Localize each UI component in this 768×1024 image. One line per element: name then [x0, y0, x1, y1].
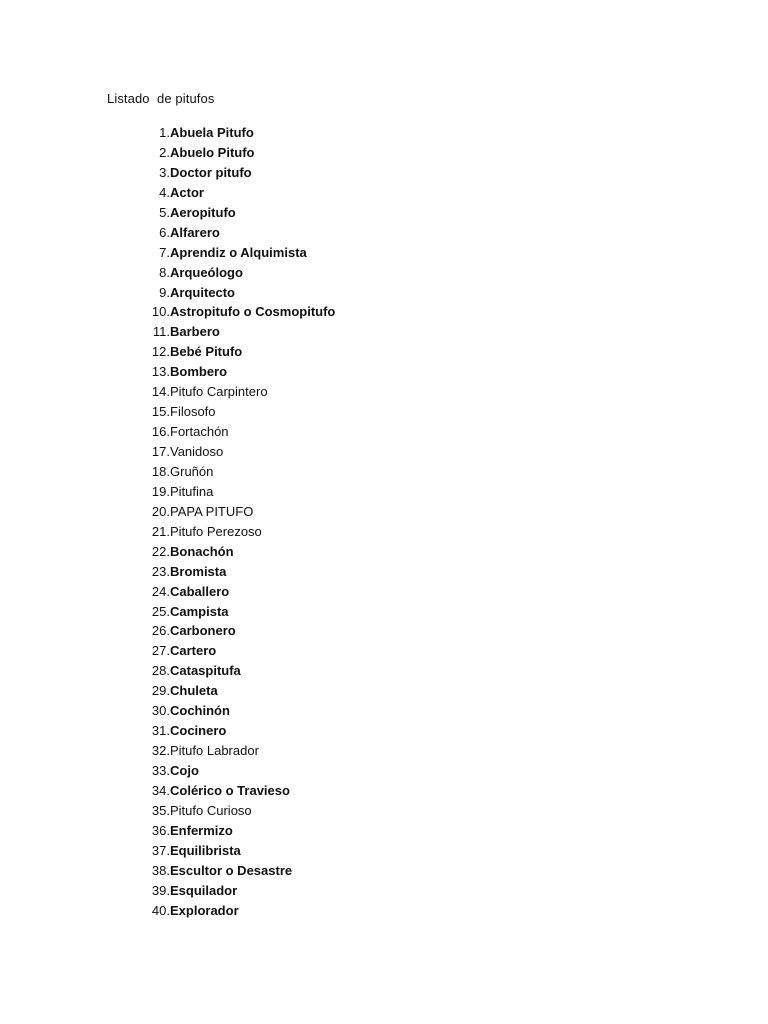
list-item-number: 8.: [159, 264, 170, 280]
list-item-name: Cartero: [170, 643, 217, 659]
list-item-name: Cochinón: [170, 703, 230, 719]
list-item-name: Filosofo: [170, 404, 216, 420]
list-item-number: 26.: [151, 623, 170, 639]
list-item-number: 33.: [151, 763, 170, 778]
list-item: [140, 482, 335, 502]
list-item-name: Bromista: [170, 563, 227, 579]
list-item: [140, 183, 335, 203]
list-item-number: 27.: [151, 643, 170, 659]
list-item-name: Bebé Pitufo: [170, 344, 243, 360]
list-item-name: Cojo: [170, 763, 199, 778]
list-item-name: Abuela Pitufo: [170, 125, 254, 140]
list-item-number: 10.: [151, 304, 170, 320]
list-item-number: 25.: [151, 603, 170, 619]
list-item-number: 39.: [151, 882, 170, 898]
list-item-name: Arquitecto: [170, 284, 235, 300]
list-item-number: 34.: [151, 782, 170, 798]
list-item: [140, 562, 335, 582]
list-item: [140, 841, 335, 861]
list-item: [140, 382, 335, 402]
list-item-name: Carbonero: [170, 623, 236, 639]
list-item: [140, 342, 335, 362]
list-item-number: 4.: [159, 184, 170, 200]
list-item: [140, 442, 335, 462]
list-item: [140, 701, 335, 721]
list-item: [140, 821, 335, 841]
list-item-name: Alfarero: [170, 224, 220, 240]
list-item-name: PAPA PITUFO: [170, 503, 254, 519]
list-item-name: Arqueólogo: [170, 264, 243, 280]
list-item: [140, 462, 335, 482]
list-item: [140, 223, 335, 243]
list-item-name: Fortachón: [170, 424, 229, 440]
list-item: [140, 582, 335, 602]
list-item: [140, 681, 335, 701]
list-item: [140, 542, 335, 562]
list-item-number: 13.: [151, 364, 170, 380]
list-item: [140, 322, 335, 342]
list-item-name: Bombero: [170, 364, 228, 380]
list-item-number: 9.: [159, 284, 170, 300]
list-item-name: Pitufo Carpintero: [170, 384, 268, 400]
list-item: [140, 761, 335, 781]
list-item-number: 7.: [159, 244, 170, 260]
list-item-number: 19.: [151, 483, 170, 499]
list-item-number: 36.: [151, 822, 170, 838]
list-item-name: Astropitufo o Cosmopitufo: [170, 304, 336, 320]
list-item-name: Aeropitufo: [170, 204, 236, 220]
list-item: [140, 263, 335, 283]
list-item: [140, 661, 335, 681]
list-item-number: 14.: [151, 384, 170, 400]
list-item-name: Pitufo Labrador: [170, 743, 259, 759]
list-item-number: 28.: [151, 663, 170, 679]
list-item-name: Doctor pitufo: [170, 164, 252, 180]
list-item: [140, 143, 335, 163]
list-item-name: Esquilador: [170, 882, 238, 898]
list-item: [140, 243, 335, 263]
list-item-number: 17.: [151, 444, 170, 459]
list-item: [140, 402, 335, 422]
list-item-number: 24.: [151, 583, 170, 599]
list-item: [140, 621, 335, 641]
list-item: [140, 901, 335, 921]
list-item-number: 3.: [159, 164, 170, 180]
list-item-number: 30.: [151, 703, 170, 719]
list-item: [140, 123, 335, 143]
list-item-number: 12.: [151, 344, 170, 360]
list-item-number: 29.: [151, 683, 170, 699]
list-item-number: 22.: [151, 543, 170, 559]
list-item: [140, 721, 335, 741]
list-item-name: Campista: [170, 603, 229, 619]
list-item-name: Colérico o Travieso: [170, 782, 290, 798]
list-item-name: Actor: [170, 184, 204, 200]
list-item-number: 1.: [159, 125, 170, 140]
list-item: [140, 163, 335, 183]
list-item: [140, 362, 335, 382]
list-item: [140, 422, 335, 442]
list-item-name: Pitufo Perezoso: [170, 523, 262, 539]
list-item-name: Caballero: [170, 583, 230, 599]
list-item-number: 5.: [159, 204, 170, 220]
list-item: [140, 801, 335, 821]
list-item-number: 35.: [151, 802, 170, 818]
list-item: [140, 741, 335, 761]
list-item-number: 37.: [151, 842, 170, 858]
list-item: [140, 203, 335, 223]
list-item-name: Cocinero: [170, 723, 227, 739]
document-title: Listado de pitufos: [107, 91, 215, 106]
list-item-number: 11.: [152, 324, 170, 340]
list-item-number: 32.: [151, 743, 170, 759]
list-item-name: Abuelo Pitufo: [170, 144, 255, 160]
list-item-name: Gruñón: [170, 463, 214, 479]
list-item-name: Enfermizo: [170, 822, 233, 838]
list-item: [140, 602, 335, 622]
list-item-number: 40.: [151, 902, 170, 918]
list-item-name: Barbero: [170, 324, 220, 340]
list-item-name: Vanidoso: [170, 444, 224, 459]
list-item: [140, 302, 335, 322]
list-item-number: 16.: [151, 424, 170, 440]
list-item-name: Escultor o Desastre: [170, 862, 293, 878]
list-item: [140, 283, 335, 303]
list-item-number: 31.: [151, 723, 170, 739]
list-item-number: 6.: [159, 224, 170, 240]
list-item: [140, 861, 335, 881]
list-item: [140, 881, 335, 901]
list-item-number: 23.: [151, 563, 170, 579]
list-item-name: Pitufo Curioso: [170, 802, 252, 818]
pitufos-list: [140, 123, 335, 921]
list-item-name: Chuleta: [170, 683, 218, 699]
list-item-number: 21.: [151, 523, 170, 539]
list-item-number: 38.: [151, 862, 170, 878]
list-item-number: 15.: [151, 404, 170, 420]
list-item-name: Pitufina: [170, 483, 214, 499]
list-item-name: Bonachón: [170, 543, 234, 559]
list-item-name: Aprendiz o Alquimista: [170, 244, 307, 260]
list-item-number: 2.: [159, 144, 170, 160]
list-item: [140, 641, 335, 661]
list-item-name: Cataspitufa: [170, 663, 241, 679]
list-item: [140, 522, 335, 542]
list-item-number: 20.: [151, 503, 170, 519]
list-item: [140, 502, 335, 522]
list-item: [140, 781, 335, 801]
list-item-name: Equilibrista: [170, 842, 241, 858]
list-item-name: Explorador: [170, 902, 239, 918]
list-item-number: 18.: [151, 463, 170, 479]
